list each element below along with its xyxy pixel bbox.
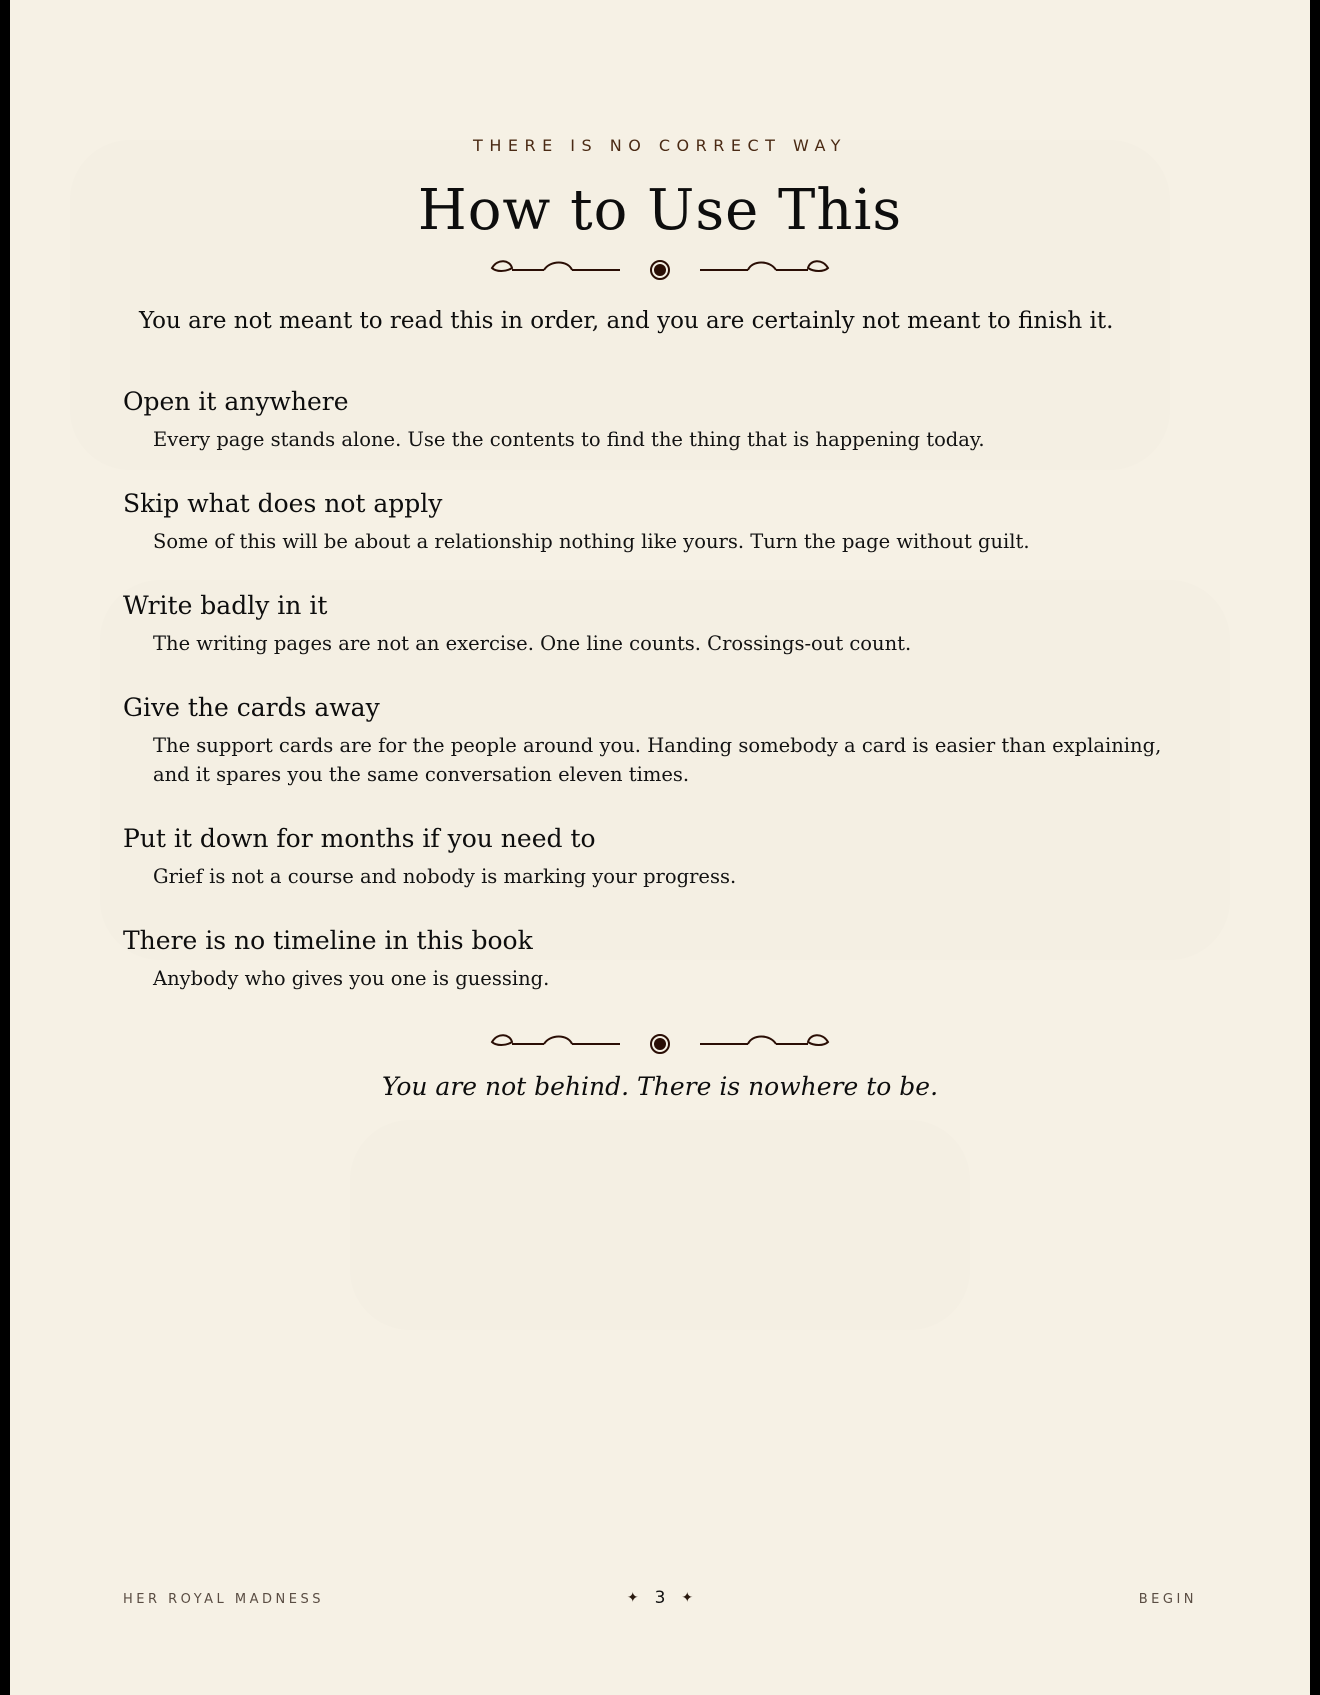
guideline-heading: Open it anywhere	[123, 387, 349, 416]
footer-book-title: HER ROYAL MADNESS	[123, 1592, 324, 1607]
guideline-heading: Give the cards away	[123, 693, 380, 722]
background-texture	[350, 1120, 970, 1330]
guideline-body: Anybody who gives you one is guessing.	[153, 967, 550, 990]
footer-page-number	[10, 1588, 1310, 1608]
closing-line: You are not behind. There is nowhere to be.	[381, 1072, 939, 1101]
ornament-divider-icon	[488, 1028, 832, 1058]
guideline-item	[123, 822, 1203, 891]
footer-section-label: BEGIN	[1138, 1592, 1197, 1607]
page-number: 3	[654, 1588, 666, 1608]
page	[10, 0, 1310, 1695]
guideline-item	[123, 691, 1203, 789]
guideline-item	[123, 924, 1203, 993]
guideline-item	[123, 487, 1203, 556]
kicker: THERE IS NO CORRECT WAY	[473, 136, 847, 155]
guideline-heading: Put it down for months if you need to	[123, 824, 596, 853]
guideline-body: The writing pages are not an exercise. One line counts. Crossings-out count.	[153, 632, 912, 655]
guideline-item	[123, 385, 1203, 454]
page-title: How to Use This	[417, 178, 903, 243]
page-edge	[1310, 0, 1320, 1695]
guideline-body: Grief is not a course and nobody is marking your progress.	[153, 865, 737, 888]
guideline-heading: There is no timeline in this book	[123, 926, 533, 955]
guideline-heading: Skip what does not apply	[123, 489, 443, 518]
guideline-item	[123, 589, 1203, 658]
star-icon: ✦	[626, 1590, 639, 1606]
guideline-heading: Write badly in it	[123, 591, 328, 620]
guideline-body: Every page stands alone. Use the contents to find the thing that is happening today.	[153, 428, 985, 451]
guideline-body: The support cards are for the people around you. Handing somebody a card is easier than explaining, and it spares you the same conversation eleven times.	[153, 734, 1162, 786]
guideline-body: Some of this will be about a relationship nothing like yours. Turn the page without guilt.	[153, 530, 1030, 553]
lead-text: You are not meant to read this in order, and you are certainly not meant to finish it.	[139, 308, 1114, 334]
star-icon: ✦	[681, 1590, 694, 1606]
ornament-divider-icon	[488, 254, 832, 284]
